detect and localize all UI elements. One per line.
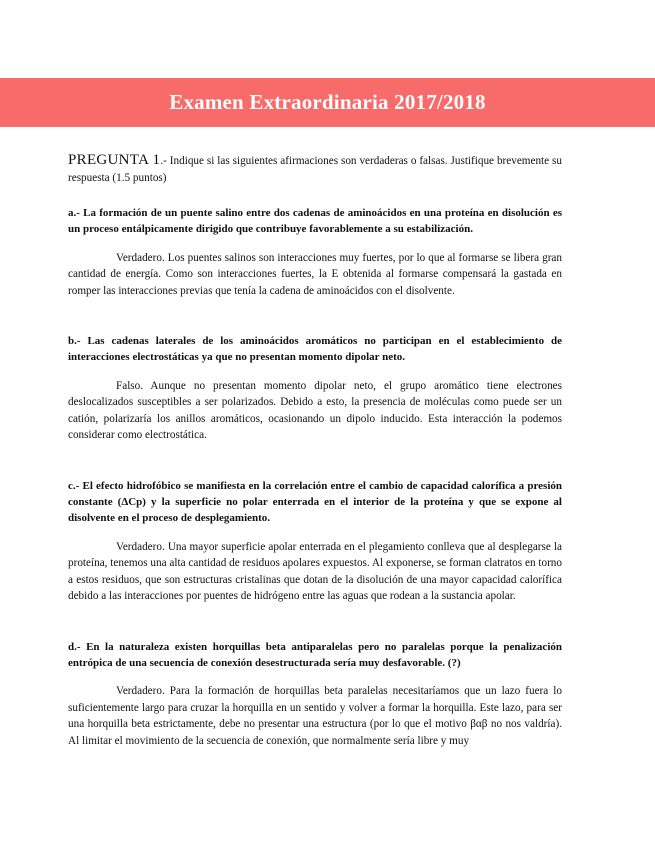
answer-c: Verdadero. Una mayor superficie apolar enterrada en el plegamiento conlleva que al desplegarse la proteína, tenemos una alta cantidad de residuos apolares expuestos. Al exponerse, se forman clatratos en torno a estos residuos, que son estructuras cristalinas que dotan de la disolución de una mayor capacidad calorífica debido a las interacciones por puentes de hidrógeno entre las aguas que rodean a la sustancia apolar. <box>68 540 562 603</box>
statement-b: b.- Las cadenas laterales de los aminoácidos aromáticos no participan en el establecimiento de interacciones electrostáticas ya que no presentan momento dipolar neto. <box>68 335 562 364</box>
answer-b: Falso. Aunque no presentan momento dipolar neto, el grupo aromático tiene electrones deslocalizados susceptibles a ser polarizados. Debido a esto, la presencia de moléculas como puede ser un catión, polarizaría los anillos aromáticos, ocasionando un dipolo inducido. Esta interacción la podemos considerar como electrostática. <box>68 379 562 442</box>
statement-a: a.- La formación de un puente salino entre dos cadenas de aminoácidos en una proteína en disolución es un proceso entálpicamente dirigido que contribuye favorablemente a su estabilización. <box>68 207 562 236</box>
question-instructions: .- Indique si las siguientes afirmaciones son verdaderas o falsas. Justifique brevemente su respuesta (1.5 puntos) <box>68 155 562 184</box>
statement-d: d.- En la naturaleza existen horquillas beta antiparalelas pero no paralelas porque la penalización entrópica de una secuencia de conexión desestructurada sería muy desfavorable. (?) <box>68 640 562 669</box>
answer-a: Verdadero. Los puentes salinos son interacciones muy fuertes, por lo que al formarse se libera gran cantidad de energía. Como son interacciones fuertes, la E obtenida al formarse compensará la gastada en romper las interacciones previas que tenía la cadena de aminoácidos con el disolvente. <box>68 251 562 297</box>
document-title: Examen Extraordinaria 2017/2018 <box>169 90 486 114</box>
question-heading <box>68 152 562 187</box>
document-body <box>68 152 562 749</box>
header-banner <box>0 78 655 127</box>
statement-c: c.- El efecto hidrofóbico se manifiesta en la correlación entre el cambio de capacidad calorífica a presión constante (ΔCp) y la superficie no polar enterrada en el interior de la proteína y que se expone al disolvente en el proceso de desplegamiento. <box>68 479 562 525</box>
answer-d: Verdadero. Para la formación de horquillas beta paralelas necesitaríamos que un lazo fuera lo suficientemente largo para cruzar la horquilla en un sentido y volver a formar la horquilla. Este lazo, para ser una horquilla beta estrictamente, debe no presentar una estructura (por lo que el motivo βαβ no nos valdría). Al limitar el movimiento de la secuencia de conexión, que normalmente sería libre y muy <box>68 685 562 747</box>
question-label: PREGUNTA 1 <box>68 152 161 168</box>
